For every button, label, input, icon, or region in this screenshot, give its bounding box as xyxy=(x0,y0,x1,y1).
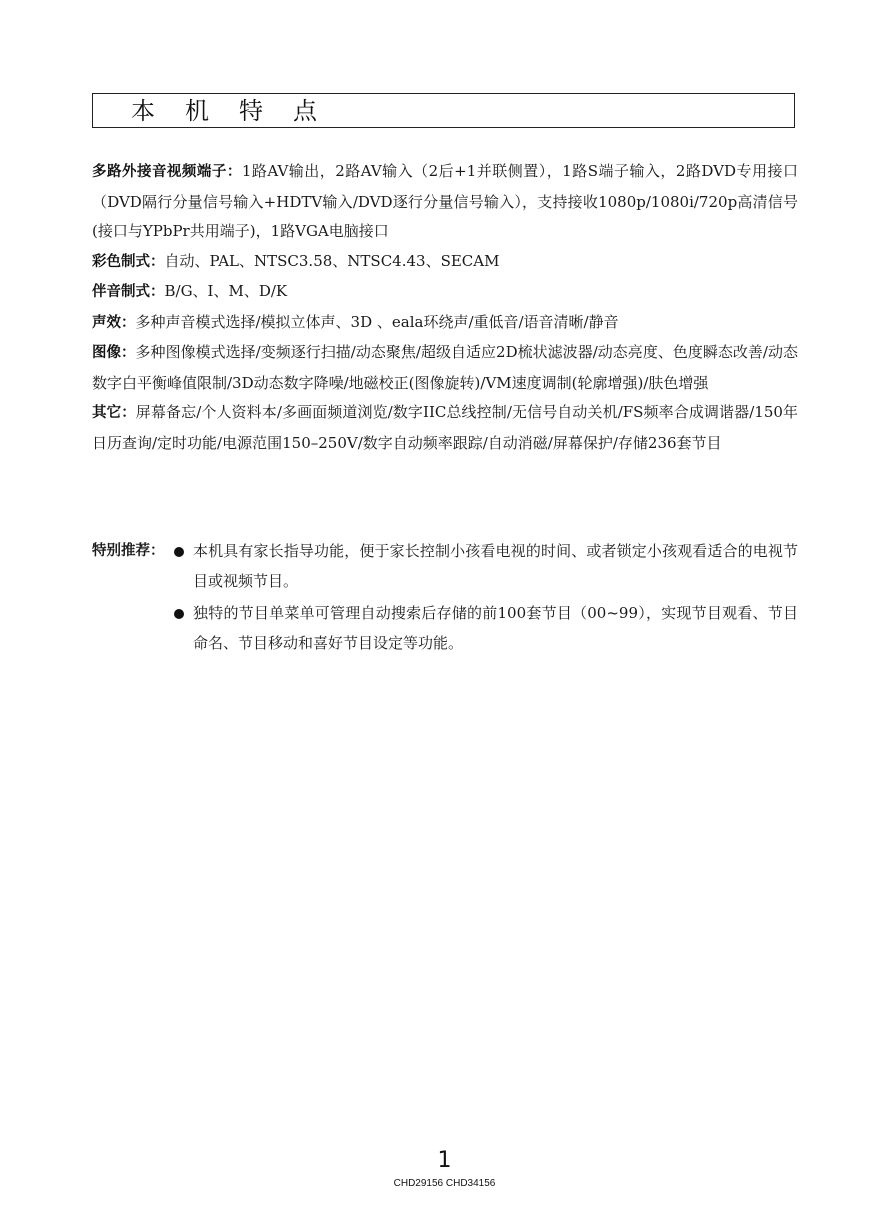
feature-list xyxy=(92,157,798,458)
recommendation-list xyxy=(171,537,798,661)
list-item xyxy=(171,537,798,596)
feature-sound-system xyxy=(92,277,798,308)
feature-image xyxy=(92,338,798,398)
feature-label: 图像： xyxy=(92,345,136,361)
feature-text: 多种图像模式选择/变频逐行扫描/动态聚焦/超级自适应2D梳状滤波器/动态亮度、色度瞬态改善/动态数字白平衡峰值限制/3D动态数字降噪/地磁校正(图像旋转)/VM速度调制(轮廓增强)/肤色增强 xyxy=(92,343,799,392)
recommendation-text: 本机具有家长指导功能，便于家长控制小孩看电视的时间、或者锁定小孩观看适合的电视节目或视频节目。 xyxy=(193,542,798,590)
feature-other xyxy=(92,398,798,458)
feature-label: 其它： xyxy=(92,405,136,421)
feature-label: 声效： xyxy=(92,314,136,331)
recommendation-label: 特别推荐： xyxy=(92,543,165,559)
bullet-icon xyxy=(174,547,184,557)
recommendation-text: 独特的节目单菜单可管理自动搜索后存储的前100套节目（00~99），实现节目观看、节目命名、节目移动和喜好节目设定等功能。 xyxy=(193,604,798,652)
feature-av-terminals xyxy=(92,157,798,247)
section-title: 本机特点 xyxy=(131,97,347,125)
model-code: CHD29156 CHD34156 xyxy=(393,1178,496,1189)
section-title-box xyxy=(92,93,795,128)
feature-text: 屏幕备忘/个人资料本/多画面频道浏览/数字IIC总线控制/无信号自动关机/FS频率合成调谐器/150年日历查询/定时功能/电源范围150–250V/数字自动频率跟踪/自动消磁/屏幕保护/存储236套节目 xyxy=(92,403,799,452)
feature-label: 伴音制式： xyxy=(92,284,165,300)
feature-color-system xyxy=(92,247,798,278)
feature-label: 彩色制式： xyxy=(92,253,165,270)
feature-text: 多种声音模式选择/模拟立体声、3D 、eala环绕声/重低音/语音清晰/静音 xyxy=(135,312,619,331)
feature-sound-effects xyxy=(92,308,798,339)
feature-label: 多路外接音视频端子： xyxy=(92,164,242,180)
feature-text: 1路AV输出，2路AV输入（2后+1并联侧置），1路S端子输入，2路DVD专用接口（DVD隔行分量信号输入+HDTV输入/DVD逐行分量信号输入），支持接收1080p/1080i/720p高清信号(接口与YPbPr共用端子)，1路VGA电脑接口 xyxy=(92,162,798,240)
feature-text: 自动、PAL、NTSC3.58、NTSC4.43、SECAM xyxy=(164,251,500,270)
bullet-icon xyxy=(174,609,184,619)
page-number: 1 xyxy=(437,1148,452,1173)
list-item xyxy=(171,599,798,658)
feature-text: B/G、I、M、D/K xyxy=(164,282,288,300)
